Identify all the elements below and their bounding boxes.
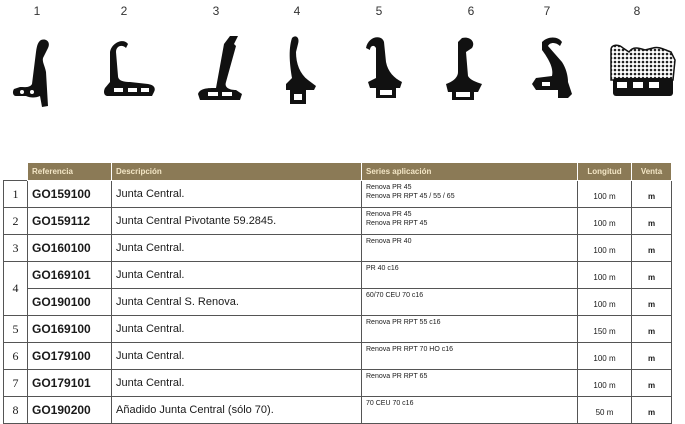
header-longitud: Longitud — [578, 163, 632, 181]
table-row — [4, 235, 672, 262]
row-index: 7 — [4, 370, 28, 397]
row-description: Junta Central. — [112, 316, 362, 343]
gasket-profile-5 — [362, 32, 406, 104]
profile-number-8: 8 — [633, 4, 641, 18]
row-description: Junta Central Pivotante 59.2845. — [112, 208, 362, 235]
gasket-profile-1 — [8, 32, 58, 114]
profile-number-4: 4 — [293, 4, 301, 18]
profile-number-1: 1 — [33, 4, 41, 18]
row-description: Añadido Junta Central (sólo 70). — [112, 397, 362, 424]
row-length: 100 m — [578, 289, 632, 316]
row-description: Junta Central S. Renova. — [112, 289, 362, 316]
row-sale-unit: m — [632, 370, 672, 397]
row-reference: GO169100 — [28, 316, 112, 343]
row-sale-unit: m — [632, 208, 672, 235]
row-length: 100 m — [578, 235, 632, 262]
row-series — [362, 181, 578, 208]
table-header-row — [4, 163, 672, 181]
row-index: 2 — [4, 208, 28, 235]
table-row — [4, 181, 672, 208]
row-index: 4 — [4, 262, 28, 316]
profile-number-6: 6 — [467, 4, 475, 18]
profile-number-3: 3 — [212, 4, 220, 18]
row-description: Junta Central. — [112, 343, 362, 370]
row-index: 3 — [4, 235, 28, 262]
row-reference: GO190100 — [28, 289, 112, 316]
row-index: 8 — [4, 397, 28, 424]
row-sale-unit: m — [632, 316, 672, 343]
table-row — [4, 343, 672, 370]
row-length: 100 m — [578, 181, 632, 208]
series-line: 60/70 CEU 70 c16 — [366, 292, 424, 299]
row-index: 6 — [4, 343, 28, 370]
row-reference: GO169101 — [28, 262, 112, 289]
table-row — [4, 289, 672, 316]
profile-illustrations — [0, 0, 685, 160]
header-blank — [4, 163, 28, 181]
profile-number-2: 2 — [120, 4, 128, 18]
header-descripcion: Descripción — [112, 163, 362, 181]
row-series — [362, 262, 578, 289]
profile-number-7: 7 — [543, 4, 551, 18]
table-row — [4, 316, 672, 343]
series-line: Renova PR 40 — [366, 238, 412, 245]
row-length: 150 m — [578, 316, 632, 343]
gasket-profile-4 — [282, 32, 324, 112]
row-length: 100 m — [578, 208, 632, 235]
profile-number-5: 5 — [375, 4, 383, 18]
series-line: Renova PR 45 — [366, 211, 412, 218]
row-description: Junta Central. — [112, 235, 362, 262]
table-row — [4, 397, 672, 424]
row-length: 50 m — [578, 397, 632, 424]
row-reference: GO190200 — [28, 397, 112, 424]
row-sale-unit: m — [632, 262, 672, 289]
gasket-profile-3 — [190, 32, 248, 107]
row-series — [362, 397, 578, 424]
row-series — [362, 235, 578, 262]
series-line: Renova PR RPT 45 / 55 / 65 — [366, 193, 455, 200]
row-index: 1 — [4, 181, 28, 208]
table-row — [4, 370, 672, 397]
row-series — [362, 208, 578, 235]
table-row — [4, 262, 672, 289]
row-sale-unit: m — [632, 181, 672, 208]
row-description: Junta Central. — [112, 262, 362, 289]
row-reference: GO160100 — [28, 235, 112, 262]
series-line: Renova PR RPT 55 c16 — [366, 319, 441, 326]
table-row — [4, 208, 672, 235]
row-series — [362, 289, 578, 316]
row-series — [362, 316, 578, 343]
row-reference: GO159100 — [28, 181, 112, 208]
gasket-profile-7 — [528, 32, 576, 104]
row-index: 5 — [4, 316, 28, 343]
row-length: 100 m — [578, 370, 632, 397]
series-line: 70 CEU 70 c16 — [366, 400, 414, 407]
header-series: Series aplicación — [362, 163, 578, 181]
row-sale-unit: m — [632, 289, 672, 316]
row-series — [362, 370, 578, 397]
row-length: 100 m — [578, 262, 632, 289]
product-table — [3, 162, 672, 424]
series-line: Renova PR 45 — [366, 184, 412, 191]
row-series — [362, 343, 578, 370]
row-description: Junta Central. — [112, 370, 362, 397]
gasket-profile-2 — [100, 32, 160, 107]
row-sale-unit: m — [632, 343, 672, 370]
row-length: 100 m — [578, 343, 632, 370]
header-referencia: Referencia — [28, 163, 112, 181]
row-reference: GO179100 — [28, 343, 112, 370]
row-sale-unit: m — [632, 397, 672, 424]
row-reference: GO159112 — [28, 208, 112, 235]
series-line: Renova PR RPT 70 HO c16 — [366, 346, 454, 353]
header-venta: Venta — [632, 163, 672, 181]
series-line: Renova PR RPT 45 — [366, 220, 428, 227]
row-reference: GO179101 — [28, 370, 112, 397]
row-description: Junta Central. — [112, 181, 362, 208]
gasket-profile-6 — [442, 32, 484, 104]
row-sale-unit: m — [632, 235, 672, 262]
series-line: PR 40 c16 — [366, 265, 399, 272]
gasket-profile-8 — [605, 40, 677, 102]
series-line: Renova PR RPT 65 — [366, 373, 428, 380]
